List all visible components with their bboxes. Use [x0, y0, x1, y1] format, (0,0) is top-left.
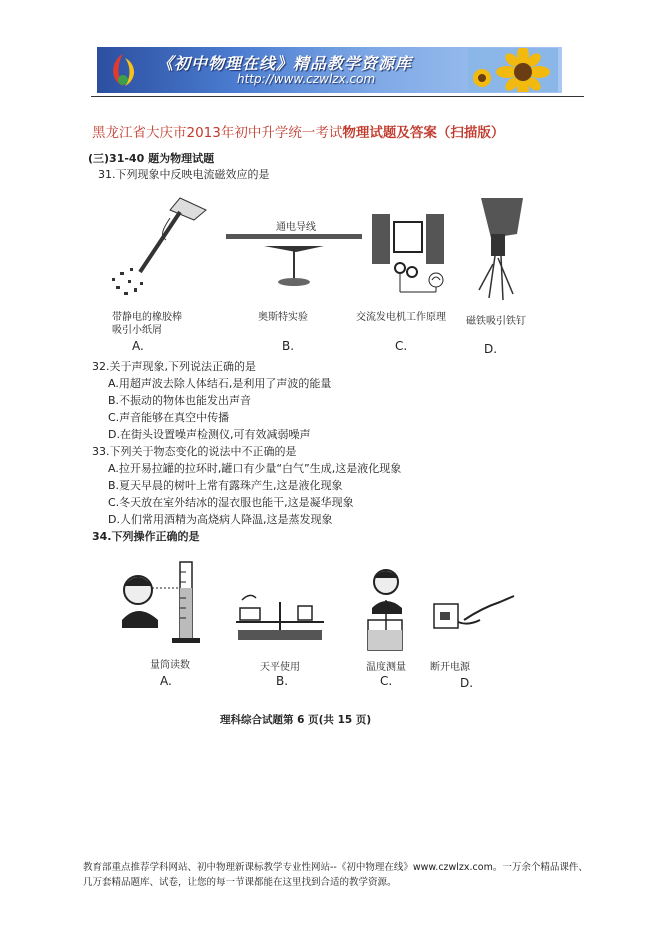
- q34-option-a[interactable]: A.: [160, 674, 172, 688]
- q31-c-caption: 交流发电机工作原理: [356, 312, 446, 323]
- header-divider: [91, 96, 584, 97]
- q34-d-caption: 断开电源: [430, 662, 470, 673]
- temperature-measurement-figure: [356, 564, 426, 654]
- q34-b-caption: 天平使用: [260, 662, 300, 673]
- q32-option-b[interactable]: B.不振动的物体也能发出声音: [108, 394, 252, 407]
- q32-option-c[interactable]: C.声音能够在真空中传播: [108, 411, 230, 424]
- section-header: (三)31-40 题为物理试题: [88, 152, 215, 165]
- sunflower-icon: [468, 48, 558, 92]
- q31-option-b[interactable]: B.: [282, 339, 295, 353]
- q33-option-c[interactable]: C.冬天放在室外结冰的湿衣服也能干,这是凝华现象: [108, 496, 354, 509]
- power-switch-figure: [428, 592, 518, 642]
- q34-option-c[interactable]: C.: [380, 674, 393, 688]
- banner-url[interactable]: http://www.czwlzx.com: [237, 72, 376, 86]
- site-footer-line-1: 教育部重点推荐学科网站、初中物理新课标教学专业性网站--《初中物理在线》www.czwlzx.com。一万余个精品课件、: [83, 862, 588, 873]
- scanned-exam-page: [88, 146, 568, 736]
- q34-c-caption: 温度测量: [366, 662, 406, 673]
- q33-option-b[interactable]: B.夏天早晨的树叶上常有露珠产生,这是液化现象: [108, 479, 343, 492]
- q33-option-d[interactable]: D.人们常用酒精为高烧病人降温,这是蒸发现象: [108, 513, 333, 526]
- q32-stem: 32.关于声现象,下列说法正确的是: [92, 360, 256, 373]
- rubber-rod-paper-figure: [110, 190, 210, 300]
- q33-option-a[interactable]: A.拉开易拉罐的拉环时,罐口有少量“白气”生成,这是液化现象: [108, 462, 402, 475]
- q31-option-d[interactable]: D.: [484, 342, 498, 356]
- document-title-main: 黑龙江省大庆市2013年初中升学统一考试: [92, 125, 343, 141]
- q34-a-caption: 量筒读数: [150, 660, 190, 671]
- cylinder-reading-figure: [118, 558, 218, 648]
- q34-stem: 34.下列操作正确的是: [92, 530, 200, 543]
- banner-title: 《初中物理在线》精品教学资源库: [157, 54, 413, 73]
- q31-a-caption-2: 吸引小纸屑: [112, 325, 162, 336]
- q31-a-caption-1: 带静电的橡胶棒: [112, 312, 182, 323]
- live-wire-label: 通电导线: [276, 222, 316, 233]
- q31-d-caption: 磁铁吸引铁钉: [466, 316, 526, 327]
- site-footer-line-2: 几万套精品题库、试卷，让您的每一节课都能在这里找到合适的教学资源。: [83, 877, 397, 888]
- q32-option-d[interactable]: D.在街头设置噪声检测仪,可有效减弱噪声: [108, 428, 311, 441]
- site-banner: [97, 47, 562, 93]
- q34-option-b[interactable]: B.: [276, 674, 289, 688]
- document-title-emphasis: 物理试题及答案（扫描版）: [342, 125, 505, 141]
- site-footer: [83, 860, 593, 890]
- document-title: [92, 121, 572, 141]
- ac-generator-figure: [370, 208, 450, 298]
- q33-stem: 33.下列关于物态变化的说法中不正确的是: [92, 445, 297, 458]
- exam-page-number: 理科综合试题第 6 页(共 15 页): [220, 714, 372, 726]
- q31-b-caption: 奥斯特实验: [258, 312, 308, 323]
- q31-option-a[interactable]: A.: [132, 339, 144, 353]
- balance-figure: [230, 586, 330, 646]
- site-logo-icon: [103, 50, 143, 90]
- q34-option-d[interactable]: D.: [460, 676, 474, 690]
- magnet-nails-figure: [473, 194, 533, 304]
- q32-option-a[interactable]: A.用超声波去除人体结石,是利用了声波的能量: [108, 377, 332, 390]
- q31-stem: 31.下列现象中反映电流磁效应的是: [98, 168, 270, 181]
- q31-option-c[interactable]: C.: [395, 339, 408, 353]
